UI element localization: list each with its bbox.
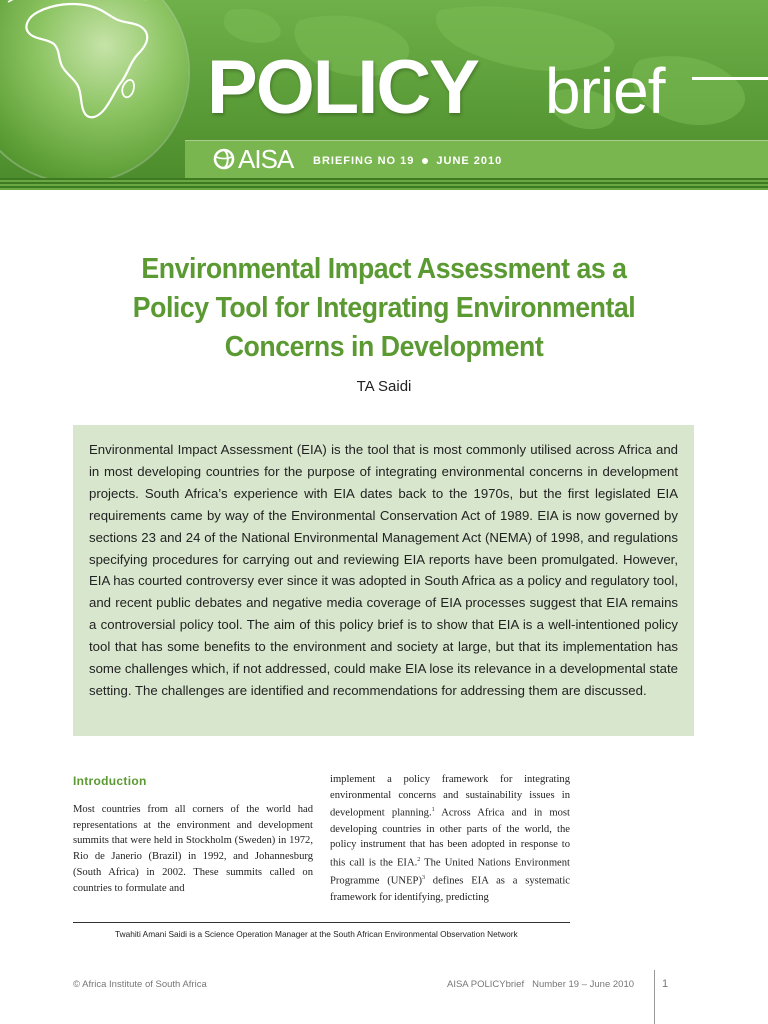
- africa-globe-icon: [0, 0, 188, 182]
- banner-stripes: [0, 178, 768, 190]
- section-heading-introduction: Introduction: [73, 774, 147, 788]
- footnote-ref[interactable]: 1: [431, 807, 435, 814]
- author-footnote: Twahiti Amani Saidi is a Science Operation Manager at the South African Environmental Observation Network: [115, 929, 518, 939]
- aisa-swirl-icon: [212, 147, 236, 171]
- abstract-text: Environmental Impact Assessment (EIA) is the tool that is most commonly utilised across Africa and in most developing countries for the purpose of integrating environmental concerns in development projects. South Africa’s experience with EIA dates back to the 1970s, but the first legislated EIA requirements came by way of the Environmental Conservation Act of 1989. EIA is now governed by sections 23 and 24 of the National Environmental Management Act (NEMA) of 1998, and regulations specifying procedures for carrying out and reviewing EIA reports have been promulgated. However, EIA has courted controversy ever since it was adopted in South Africa as a policy and regulatory tool, and recent public debates and negative media coverage of EIA processes suggest that EIA remains a controversial policy tool. The aim of this policy brief is to show that EIA is a well-intentioned policy tool that has some benefits to the environment and society at large, but that its implementation has some challenges which, if not addressed, could make EIA lose its relevance in a developmental state setting. The challenges are identified and recommendations for addressing them are discussed.: [89, 442, 678, 698]
- page-number: 1: [662, 978, 669, 990]
- footnote-divider: [73, 922, 570, 923]
- body-column-left: [73, 772, 313, 896]
- policy-title: POLICY: [207, 45, 478, 130]
- body-paragraph-continued: [330, 772, 570, 905]
- footer-publication: [447, 979, 634, 990]
- footnote-ref[interactable]: 2: [417, 857, 421, 864]
- aisa-logo: [212, 146, 293, 172]
- author-name: TA Saidi: [356, 378, 412, 395]
- abstract-box: [73, 425, 694, 736]
- footnote-ref[interactable]: 3: [421, 875, 425, 882]
- title-rule: [692, 77, 768, 80]
- text-segment: Across Africa and in most developing countries in other parts of the world, the policy instrument that has been adopted in response to this call is the EIA.: [330, 807, 570, 869]
- text-segment: implement a policy framework for integrating environmental concerns and sustainability issues in development planning.: [330, 774, 570, 819]
- bullet-icon: [422, 158, 428, 164]
- aisa-logo-text: AISA: [238, 144, 294, 174]
- footer-divider: [654, 970, 655, 1024]
- document-title: Environmental Impact Assessment as a Policy Tool for Integrating Environmental Concerns in Development: [132, 253, 636, 363]
- text-segment: The United Nations Environment Programme (UNEP): [330, 857, 570, 887]
- briefing-date: JUNE 2010: [436, 155, 503, 167]
- briefing-number: BRIEFING NO 19: [313, 155, 415, 167]
- briefing-info: [313, 155, 502, 167]
- brief-title: brief: [545, 55, 665, 127]
- footer-copyright: © Africa Institute of South Africa: [73, 979, 207, 990]
- body-paragraph: Most countries from all corners of the world had representations at the environment and development summits that were held in Stockholm (Sweden) in 1972, Rio de Janerio (Brazil) in 1992, and Johannesburg (South Africa) in 2002. These summits called on countries to formulate and: [73, 804, 313, 894]
- header-banner: [0, 0, 768, 190]
- footer-publication-name: AISA POLICYbrief: [447, 979, 525, 990]
- footer-issue: Number 19 – June 2010: [532, 979, 635, 990]
- body-column-right: [330, 772, 570, 905]
- text-segment: defines EIA as a systematic framework for identifying, predicting: [330, 875, 570, 903]
